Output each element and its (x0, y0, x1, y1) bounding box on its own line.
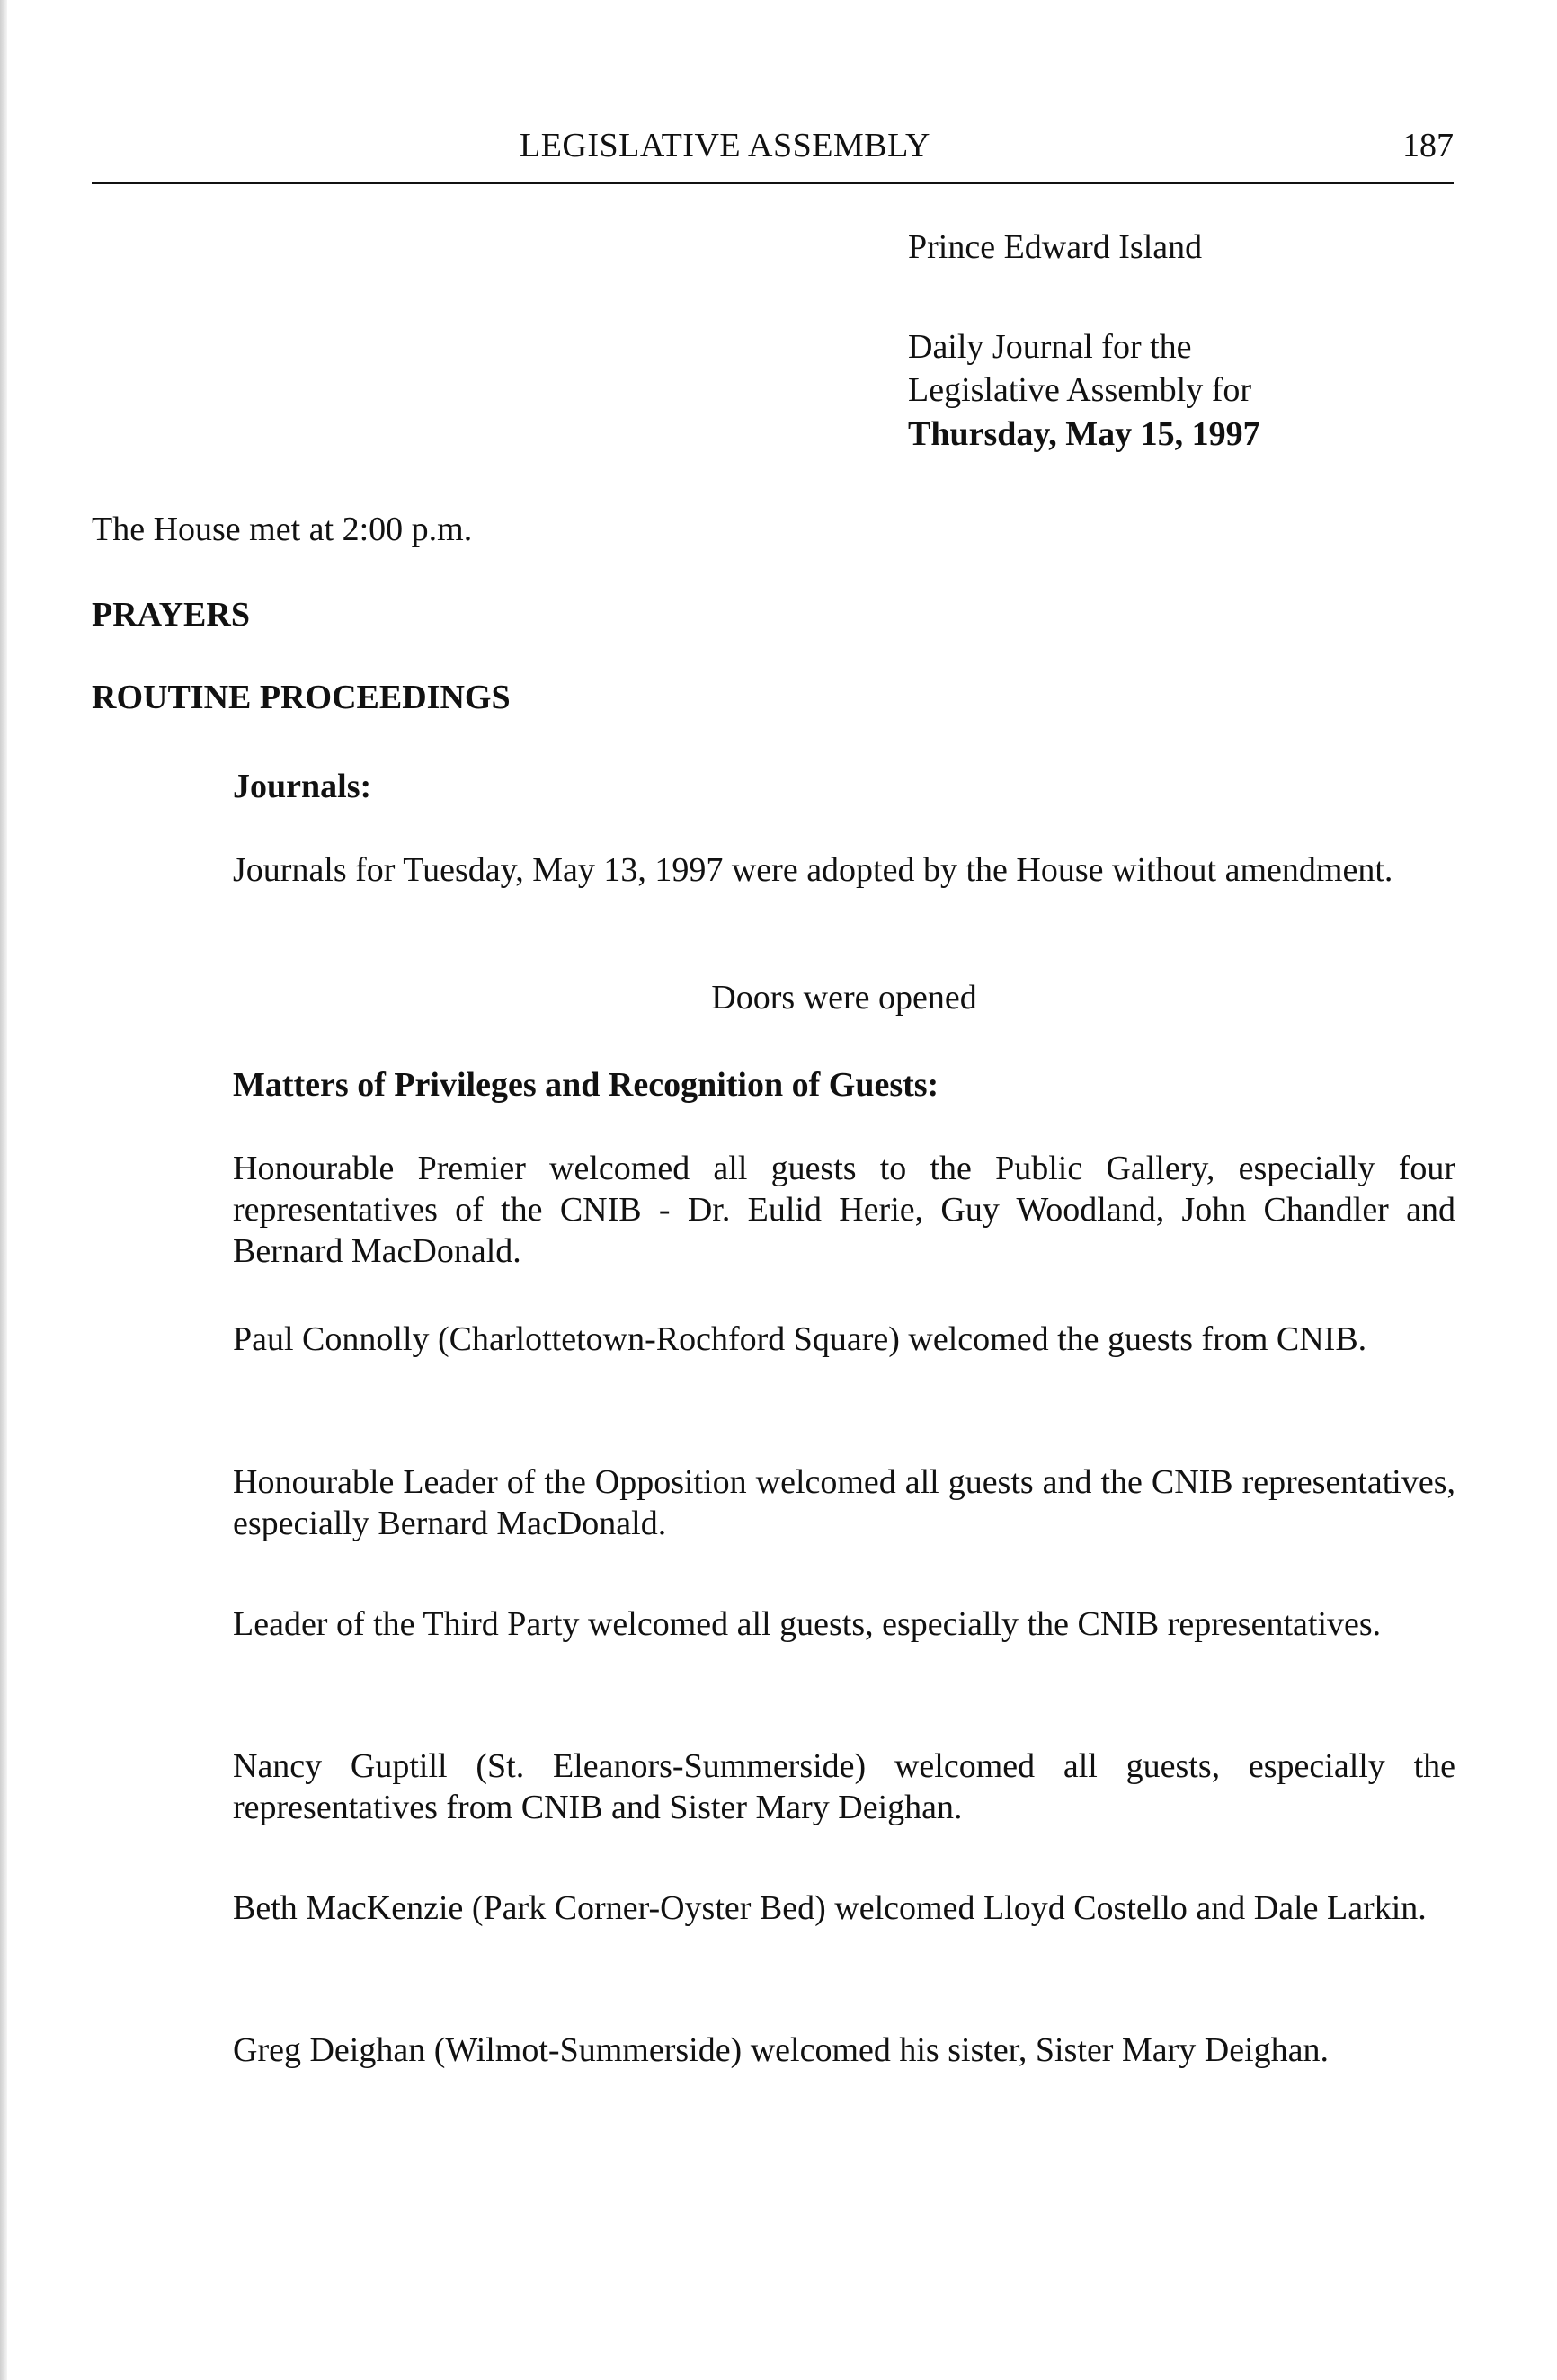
doors-opened-note: Doors were opened (711, 979, 977, 1017)
routine-proceedings-heading: ROUTINE PROCEEDINGS (92, 679, 511, 716)
privileges-entry: Leader of the Third Party welcomed all guests, especially the CNIB representatives. (233, 1605, 1382, 1643)
privileges-entry: Honourable Leader of the Opposition welcomed all guests and the CNIB representatives, especially Bernard MacDonald. (233, 1463, 1455, 1542)
privileges-entry: Beth MacKenzie (Park Corner-Oyster Bed) welcomed Lloyd Costello and Dale Larkin. (233, 1889, 1427, 1927)
journals-heading: Journals: (233, 768, 372, 805)
page-edge-shadow (0, 0, 7, 2380)
province-name: Prince Edward Island (908, 228, 1203, 266)
privileges-entry: Paul Connolly (Charlottetown-Rochford Square) welcomed the guests from CNIB. (233, 1320, 1367, 1358)
header-rule (92, 182, 1454, 184)
privileges-heading: Matters of Privileges and Recognition of Guests: (233, 1066, 939, 1104)
privileges-entry: Nancy Guptill (St. Eleanors-Summerside) welcomed all guests, especially the representatives from CNIB and Sister Mary Deighan. (233, 1747, 1455, 1826)
house-met-time: The House met at 2:00 p.m. (92, 511, 473, 548)
journal-date: Thursday, May 15, 1997 (908, 415, 1260, 453)
page-number: 187 (1402, 127, 1454, 164)
running-header (92, 126, 1454, 180)
privileges-entry: Greg Deighan (Wilmot-Summerside) welcomed his sister, Sister Mary Deighan. (233, 2031, 1330, 2069)
journal-title-line1: Daily Journal for the (908, 328, 1192, 366)
prayers-heading: PRAYERS (92, 596, 250, 634)
journal-title-line2: Legislative Assembly for (908, 371, 1252, 409)
journals-text: Journals for Tuesday, May 13, 1997 were adopted by the House without amendment. (233, 851, 1393, 889)
privileges-entry: Honourable Premier welcomed all guests to the Public Gallery, especially four representatives of the CNIB - Dr. Eulid Herie, Guy Woodland, John Chandler and Bernard MacDonald. (233, 1150, 1455, 1270)
running-title: LEGISLATIVE ASSEMBLY (520, 127, 930, 164)
